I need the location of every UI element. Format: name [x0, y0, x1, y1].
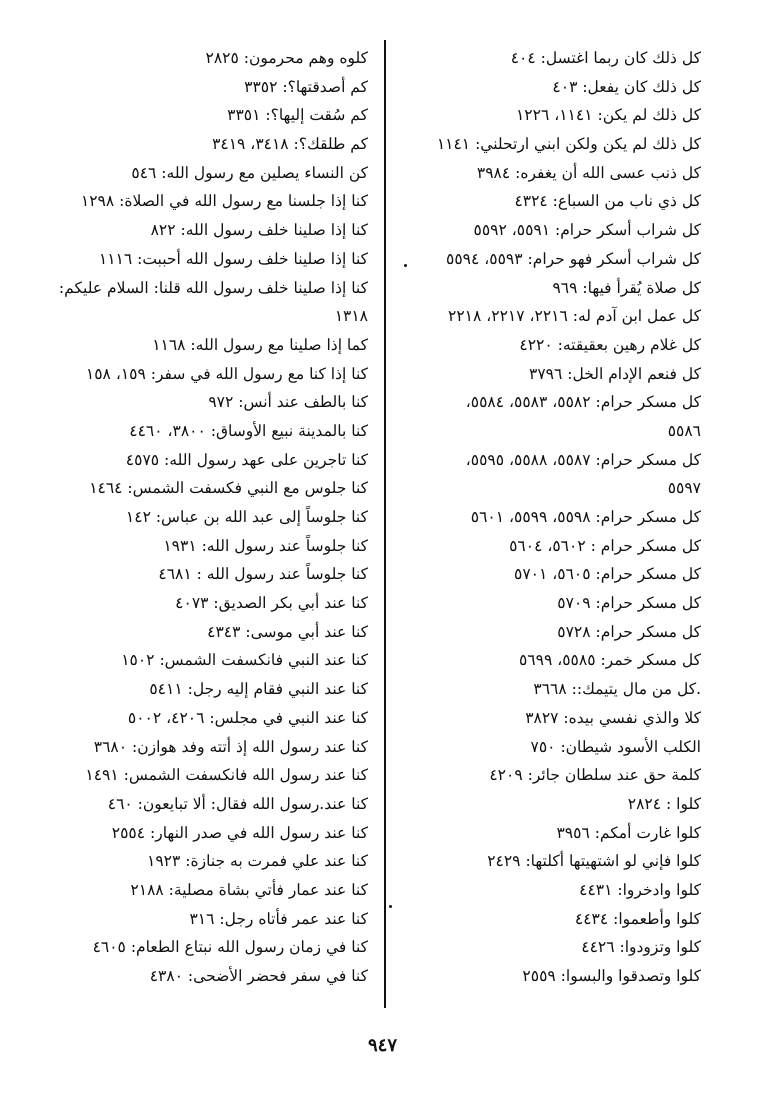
index-entry: كل مسكر حرام: ٥٥٨٧، ٥٥٨٨، ٥٥٩٥، [465, 450, 701, 469]
index-entry: كنا في سفر فحضر الأضحى: ٤٣٨٠ [149, 967, 368, 985]
index-entry: كل مسكر حرام : ٥٦٠٢، ٥٦٠٤ [509, 536, 701, 555]
index-entry: كل ذلك لم يكن ولكن ابني ارتحلني: ١١٤١ [436, 135, 701, 154]
index-entry: كل صلاة يُقرأ فيها: ٩٦٩ [552, 278, 701, 297]
index-entry: كل مسكر حرام: ٥٧٢٨ [557, 622, 701, 641]
stray-mark [404, 264, 407, 267]
index-entry: كل ذنب عسى الله أن يغفره: ٣٩٨٤ [476, 163, 701, 182]
page-number: ٩٤٧ [367, 1035, 397, 1056]
index-entry: كم أصدقتها؟: ٣٣٥٢ [244, 77, 368, 96]
index-entry: كنا إذا كنا مع رسول الله في سفر: ١٥٩، ١٥٨ [85, 364, 368, 383]
index-entry: كنا إذا جلسنا مع رسول الله في الصلاة: ١٢٩٨ [80, 192, 368, 211]
index-entry: ١٣١٨ [334, 307, 368, 326]
index-entry: كلوا فإني لو اشتهيتها أكلتها: ٢٤٢٩ [487, 852, 701, 871]
index-entry: كما إذا صلينا مع رسول الله: ١١٦٨ [152, 335, 368, 354]
index-entry: كنا عند.رسول الله فقال: ألا تبايعون: ٤٦٠ [107, 794, 368, 813]
index-entry: كل شراب أسكر حرام: ٥٥٩١، ٥٥٩٢ [473, 221, 701, 240]
index-entry: كنا عند النبي في مجلس: ٤٢٠٦، ٥٠٠٢ [127, 708, 368, 727]
index-entry: كنا إذا صلينا خلف رسول الله: ٨٢٢ [150, 221, 368, 240]
index-entry: كلوا وتزودوا: ٤٤٢٦ [581, 938, 701, 957]
index-entry: كل مسكر خمر: ٥٥٨٥، ٥٦٩٩ [518, 651, 701, 670]
index-entry: كلوا وأطعموا: ٤٤٣٤ [574, 909, 701, 928]
index-entry: كم طلقك؟: ٣٤١٨، ٣٤١٩ [212, 135, 368, 154]
index-entry: كنا إذا صلينا خلف رسول الله أحببت: ١١١٦ [98, 249, 368, 268]
index-entry: كنا إذا صلينا خلف رسول الله قلنا: السلام عليكم: [58, 278, 368, 297]
index-entry: كنا تاجرين على عهد رسول الله: ٤٥٧٥ [125, 450, 368, 469]
index-entry: الكلب الأسود شيطان: ٧٥٠ [530, 737, 701, 756]
index-entry: كل ذي ناب من السباع: ٤٣٢٤ [514, 192, 701, 211]
index-entry: كلوا غارت أمكم: ٣٩٥٦ [556, 823, 701, 842]
index-entry: كنا عند علي فمرت به جنازة: ١٩٢٣ [147, 852, 368, 871]
index-entry: كنا في زمان رسول الله نبتاع الطعام: ٤٦٠٥ [92, 938, 368, 957]
index-entry: كم سُقت إليها؟: ٣٣٥١ [227, 106, 368, 125]
index-entry: كنا جلوس مع النبي فكسفت الشمس: ١٤٦٤ [89, 479, 368, 498]
index-entry: كنا بالطف عند أنس: ٩٧٢ [208, 393, 368, 412]
index-entry: كنا عند عمر فأتاه رجل: ٣١٦ [189, 909, 368, 928]
index-entry: كنا عند النبي فقام إليه رجل: ٥٤١١ [149, 680, 368, 699]
index-entry: كل مسكر حرام: ٥٥٩٨، ٥٥٩٩، ٥٦٠١ [470, 508, 701, 526]
column-divider [384, 40, 386, 1008]
index-entry: كل ذلك كان يفعل: ٤٠٣ [552, 77, 701, 96]
index-entry: كل ذلك لم يكن: ١١٤١، ١٢٢٦ [515, 106, 701, 125]
index-entry: كل مسكر حرام: ٥٦٠٥، ٥٧٠١ [514, 565, 701, 584]
index-entry: كل عمل ابن آدم له: ٢٢١٦، ٢٢١٧، ٢٢١٨ [448, 307, 701, 326]
index-entry: كنا جلوساً إلى عبد الله بن عباس: ١٤٢ [125, 508, 368, 526]
index-column-right [371, 44, 701, 991]
index-entry: كلوا : ٢٨٢٤ [627, 794, 701, 813]
stray-mark [389, 905, 392, 908]
index-entry: كنا عند أبي بكر الصديق: ٤٠٧٣ [175, 594, 368, 613]
index-entry: كنا عند النبي فانكسفت الشمس: ١٥٠٢ [121, 651, 368, 670]
index-entry: ٥٥٨٦ [667, 421, 701, 440]
index-entry: كل مسكر حرام: ٥٧٠٩ [557, 594, 701, 613]
index-entry: كنا عند رسول الله فانكسفت الشمس: ١٤٩١ [85, 766, 368, 785]
index-entry: كنا جلوساً عند رسول الله : ٤٦٨١ [158, 565, 368, 584]
index-entry: كل مسكر حرام: ٥٥٨٢، ٥٥٨٣، ٥٥٨٤، [465, 393, 701, 412]
index-entry: كنا عند رسول الله في صدر النهار: ٢٥٥٤ [111, 823, 368, 842]
index-entry: كل غلام رهين بعقيقته: ٤٢٢٠ [519, 335, 701, 354]
index-entry: .كل من مال يتيمك:: ٣٦٦٨ [533, 680, 701, 699]
index-entry: كن النساء يصلين مع رسول الله: ٥٤٦ [131, 163, 368, 182]
index-entry: كنا بالمدينة نبيع الأوساق: ٣٨٠٠، ٤٤٦٠ [129, 421, 368, 440]
index-entry: كل ذلك كان ربما اغتسل: ٤٠٤ [510, 49, 701, 67]
index-entry: كنا جلوساً عند رسول الله: ١٩٣١ [163, 536, 368, 555]
index-entry: كلوه وهم محرمون: ٢٨٢٥ [205, 49, 368, 67]
index-entry: كنا عند عمار فأتي بشاة مصلية: ٢١٨٨ [130, 880, 368, 899]
index-entry: كلوا وادخروا: ٤٤٣١ [579, 880, 701, 899]
index-entry: ٥٥٩٧ [667, 479, 701, 498]
index-entry: كنا عند أبي موسى: ٤٣٤٣ [207, 622, 368, 641]
index-entry: كل شراب أسكر فهو حرام: ٥٥٩٣، ٥٥٩٤ [446, 249, 701, 268]
index-column-left [38, 44, 368, 991]
index-entry: كلمة حق عند سلطان جائر: ٤٢٠٩ [489, 766, 701, 785]
index-entry: كل فنعم الإدام الخل: ٣٧٩٦ [529, 364, 701, 383]
index-entry: كنا عند رسول الله إذ أتته وفد هوازن: ٣٦٨٠ [93, 737, 368, 756]
index-entry: كلوا وتصدقوا والبسوا: ٢٥٥٩ [522, 967, 701, 985]
index-entry: كلا والذي نفسي بيده: ٣٨٢٧ [525, 708, 701, 727]
